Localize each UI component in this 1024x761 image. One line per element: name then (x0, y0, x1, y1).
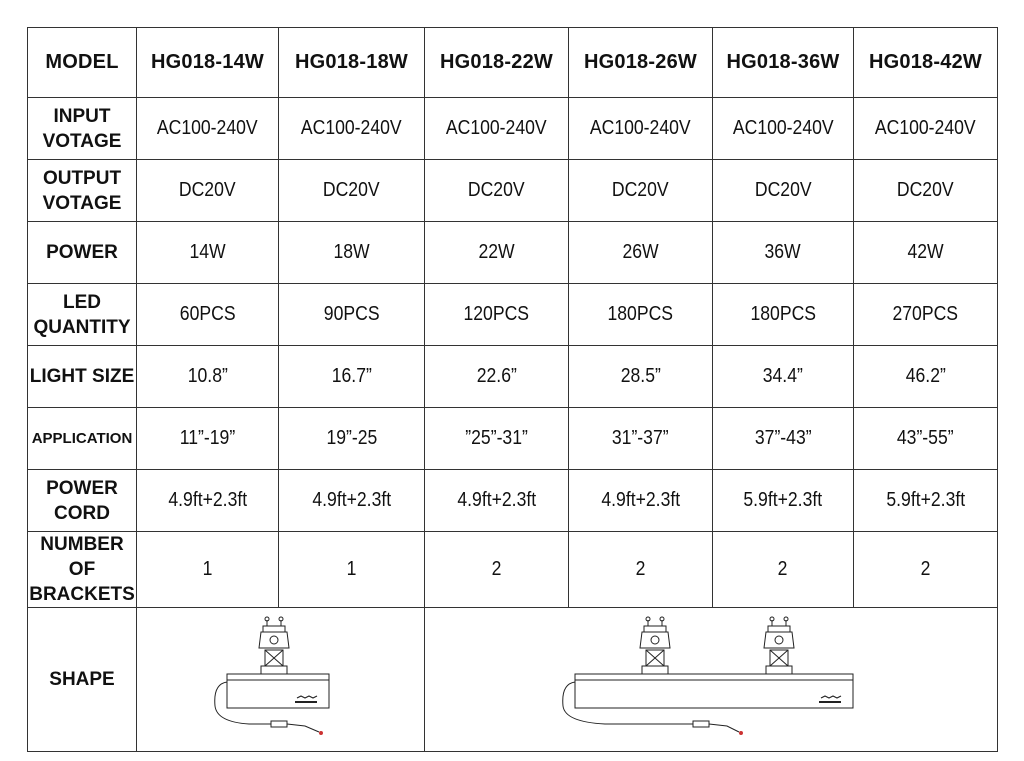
row-label: POWER CORD (28, 470, 137, 532)
spec-value-text: 11”-19” (179, 427, 236, 449)
spec-value-text: DC20V (612, 179, 669, 201)
spec-value-text: DC20V (897, 179, 954, 201)
spec-value (425, 222, 569, 284)
model-header: MODEL (28, 28, 137, 98)
shape-row (28, 608, 998, 752)
spec-value (569, 532, 713, 608)
spec-value-text: 31”-37” (612, 427, 669, 449)
spec-value (279, 284, 425, 346)
model-name: HG018-26W (569, 28, 713, 98)
spec-value (713, 284, 854, 346)
spec-value-text: 1 (346, 558, 357, 580)
model-name: HG018-36W (713, 28, 854, 98)
spec-value-text: 22.6” (476, 365, 517, 387)
spec-value-text: 270PCS (892, 303, 959, 325)
spec-value-text: 120PCS (463, 303, 530, 325)
model-name: HG018-22W (425, 28, 569, 98)
spec-value-text: 34.4” (762, 365, 804, 387)
spec-value-text: 2 (778, 558, 788, 580)
spec-value (713, 470, 854, 532)
spec-value (279, 470, 425, 532)
spec-value (279, 408, 425, 470)
row-label: OUTPUT VOTAGE (28, 160, 137, 222)
spec-value (569, 98, 713, 160)
spec-value (854, 408, 998, 470)
spec-value (854, 532, 998, 608)
spec-value (425, 408, 569, 470)
spec-value-text: 19”-25 (326, 427, 377, 449)
spec-value-text: 4.9ft+2.3ft (312, 489, 391, 511)
spec-value (425, 470, 569, 532)
spec-value (713, 408, 854, 470)
spec-value (137, 532, 279, 608)
model-name: HG018-18W (279, 28, 425, 98)
spec-row (28, 98, 998, 160)
spec-value (137, 98, 279, 160)
spec-value (713, 98, 854, 160)
spec-value-text: 14W (189, 241, 226, 263)
spec-value (713, 160, 854, 222)
spec-value-text: AC100-240V (875, 117, 976, 139)
spec-value (713, 222, 854, 284)
spec-value (713, 346, 854, 408)
spec-value-text: 22W (478, 241, 515, 263)
spec-value-text: AC100-240V (157, 117, 258, 139)
light-bar-two-brackets-icon (425, 610, 998, 750)
shape-cell-single (137, 608, 425, 752)
spec-value-text: 4.9ft+2.3ft (168, 489, 247, 511)
spec-value (569, 408, 713, 470)
spec-value-text: DC20V (468, 179, 525, 201)
spec-value-text: 28.5” (620, 365, 661, 387)
row-label: LED QUANTITY (28, 284, 137, 346)
row-label: POWER (28, 222, 137, 284)
spec-value-text: 10.8” (187, 365, 228, 387)
spec-value-text: DC20V (754, 179, 812, 201)
spec-value-text: DC20V (323, 179, 380, 201)
spec-value-text: 5.9ft+2.3ft (886, 489, 965, 511)
spec-value (854, 346, 998, 408)
spec-value (425, 284, 569, 346)
spec-value-text: AC100-240V (590, 117, 691, 139)
spec-value-text: DC20V (179, 179, 236, 201)
spec-value-text: 37”-43” (754, 427, 812, 449)
spec-table (27, 27, 998, 752)
spec-value (137, 346, 279, 408)
spec-value (569, 346, 713, 408)
shape-label: SHAPE (28, 608, 137, 752)
spec-value (854, 98, 998, 160)
spec-value (279, 160, 425, 222)
row-label: LIGHT SIZE (28, 346, 137, 408)
spec-value-text: ”25”-31” (465, 427, 528, 449)
spec-value (854, 284, 998, 346)
spec-value (137, 222, 279, 284)
spec-value-text: 1 (202, 558, 213, 580)
spec-value (425, 160, 569, 222)
spec-value (854, 222, 998, 284)
spec-value (569, 470, 713, 532)
spec-value (137, 408, 279, 470)
spec-row (28, 408, 998, 470)
spec-row (28, 160, 998, 222)
spec-value (279, 98, 425, 160)
header-row (28, 28, 998, 98)
spec-row (28, 284, 998, 346)
spec-value (569, 222, 713, 284)
spec-value (569, 284, 713, 346)
spec-value-text: 2 (920, 558, 931, 580)
spec-row (28, 470, 998, 532)
spec-value (279, 222, 425, 284)
spec-value (569, 160, 713, 222)
spec-value (425, 346, 569, 408)
spec-value-text: 4.9ft+2.3ft (457, 489, 536, 511)
spec-value (137, 284, 279, 346)
spec-value-text: 46.2” (905, 365, 946, 387)
row-label: NUMBER OF BRACKETS (28, 532, 137, 608)
model-name: HG018-14W (137, 28, 279, 98)
shape-cell-double (425, 608, 998, 752)
spec-value (854, 160, 998, 222)
spec-value-text: 4.9ft+2.3ft (601, 489, 680, 511)
spec-value (713, 532, 854, 608)
spec-rows (28, 98, 998, 608)
spec-value-text: 18W (333, 241, 370, 263)
spec-row (28, 222, 998, 284)
spec-value (137, 470, 279, 532)
spec-value-text: 36W (764, 241, 802, 263)
spec-row (28, 346, 998, 408)
spec-value-text: AC100-240V (446, 117, 547, 139)
spec-value-text: AC100-240V (301, 117, 402, 139)
spec-value (279, 532, 425, 608)
row-label: APPLICATION (28, 408, 137, 470)
spec-value-text: 180PCS (750, 303, 816, 325)
spec-table-container (27, 27, 997, 735)
spec-value-text: 90PCS (323, 303, 380, 325)
spec-value (425, 532, 569, 608)
model-name: HG018-42W (854, 28, 998, 98)
spec-value-text: 180PCS (607, 303, 674, 325)
spec-row (28, 532, 998, 608)
spec-value-text: 5.9ft+2.3ft (743, 489, 823, 511)
spec-value (425, 98, 569, 160)
spec-value-text: AC100-240V (732, 117, 834, 139)
light-bar-one-bracket-icon (137, 610, 423, 750)
spec-value-text: 16.7” (331, 365, 372, 387)
spec-value (854, 470, 998, 532)
spec-value (279, 346, 425, 408)
spec-value (137, 160, 279, 222)
row-label: INPUT VOTAGE (28, 98, 137, 160)
spec-value-text: 60PCS (179, 303, 236, 325)
spec-value-text: 2 (491, 558, 502, 580)
spec-value-text: 42W (907, 241, 944, 263)
spec-value-text: 43”-55” (897, 427, 954, 449)
spec-value-text: 2 (635, 558, 646, 580)
spec-value-text: 26W (622, 241, 659, 263)
